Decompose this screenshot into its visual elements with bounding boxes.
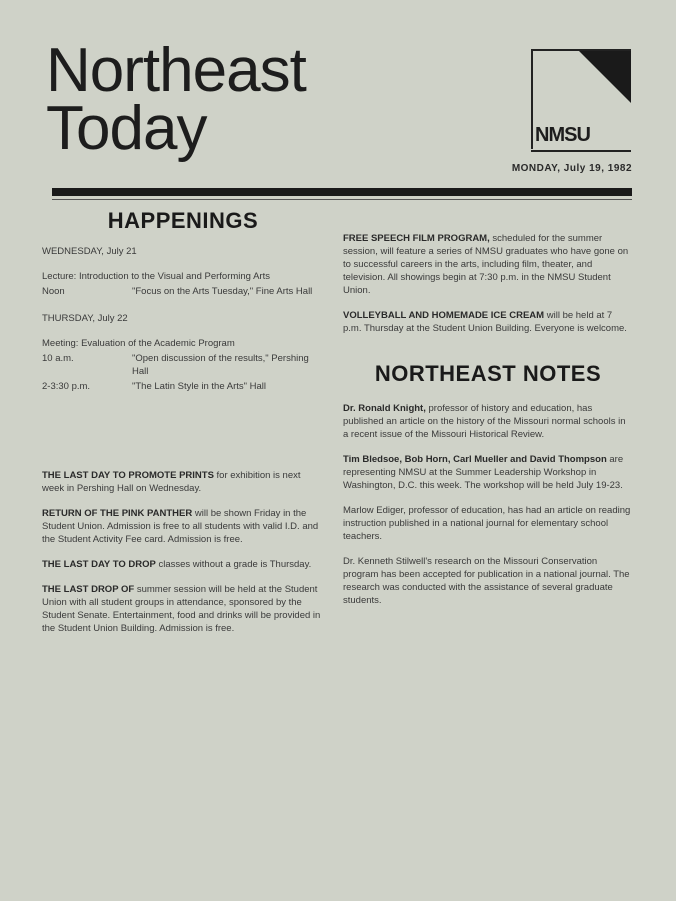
note-item xyxy=(343,504,633,543)
event-desc: "Focus on the Arts Tuesday," Fine Arts Hall xyxy=(132,286,313,297)
announcement-item xyxy=(343,309,633,335)
day-label: WEDNESDAY, July 21 xyxy=(42,246,137,257)
right-column xyxy=(343,232,633,619)
note-item xyxy=(343,555,633,607)
item-lead: VOLLEYBALL AND HOMEMADE ICE CREAM xyxy=(343,310,545,321)
masthead-title xyxy=(46,36,306,163)
item-body: scheduled for the summer session, will feature a series of NMSU graduates who have gone on to successful careers in the arts, including film, theater, and television. All showings begin at 7:30 p.m. in the NMSU Student Union. xyxy=(343,233,629,296)
item-lead: THE LAST DAY TO PROMOTE PRINTS xyxy=(42,470,214,481)
note-item xyxy=(343,402,633,441)
happening-item xyxy=(42,469,324,495)
event-row xyxy=(42,380,324,393)
happenings-column xyxy=(42,208,324,647)
item-lead: Tim Bledsoe, Bob Horn, Carl Mueller and David Thompson xyxy=(343,454,607,465)
masthead-title-line2: Today xyxy=(46,94,207,163)
item-body: are representing NMSU at the Summer Leadership Workshop in Washington, D.C. this week. The workshop will be held July 19-23. xyxy=(343,454,624,491)
item-lead: Dr. Ronald Knight, xyxy=(343,403,426,414)
spacer xyxy=(42,407,324,469)
notes-heading: NORTHEAST NOTES xyxy=(374,361,602,386)
nmsu-logo xyxy=(531,49,631,149)
item-body: summer session will be held at the Student Union with all student groups in attendance, sponsored by the Student Senate. Entertainment, food and drinks will be provided in the Student Union Building. Admission is free. xyxy=(42,584,321,634)
event-time: 2-3:30 p.m. xyxy=(42,381,91,392)
event-row xyxy=(42,352,324,378)
item-body: Marlow Ediger, professor of education, has had an article on reading instruction published in a national journal for elementary school teachers. xyxy=(343,505,631,542)
logo-triangle-icon xyxy=(579,51,631,103)
event-desc: "Open discussion of the results," Pershing Hall xyxy=(132,353,309,377)
happening-item xyxy=(42,583,324,635)
happening-item xyxy=(42,507,324,546)
item-lead: RETURN OF THE PINK PANTHER xyxy=(42,508,193,519)
event-time: 10 a.m. xyxy=(42,353,74,364)
day-intro: Meeting: Evaluation of the Academic Program xyxy=(42,338,235,349)
happening-item xyxy=(42,558,324,571)
masthead-rule xyxy=(52,188,632,196)
item-body: for exhibition is next week in Pershing Hall on Wednesday. xyxy=(42,470,301,494)
item-lead: THE LAST DAY TO DROP xyxy=(42,559,156,570)
day-intro: Lecture: Introduction to the Visual and Performing Arts xyxy=(42,271,270,282)
event-time: Noon xyxy=(42,286,65,297)
item-body: classes without a grade is Thursday. xyxy=(158,559,312,570)
day-block xyxy=(42,312,324,393)
item-body: Dr. Kenneth Stilwell's research on the Missouri Conservation program has been accepted for publication in a national journal. The research was conducted with the assistance of several graduate students. xyxy=(343,556,630,606)
happenings-heading: HAPPENINGS xyxy=(107,208,259,233)
announcement-item xyxy=(343,232,633,297)
masthead-title-line1: Northeast xyxy=(46,36,306,105)
day-block xyxy=(42,245,324,298)
issue-date: MONDAY, July 19, 1982 xyxy=(511,163,632,174)
item-lead: FREE SPEECH FILM PROGRAM, xyxy=(343,233,490,244)
event-desc: "The Latin Style in the Arts" Hall xyxy=(132,381,267,392)
logo-text: NMSU xyxy=(535,124,590,146)
item-lead: THE LAST DROP OF xyxy=(42,584,135,595)
item-body: will be held at 7 p.m. Thursday at the Student Union Building. Everyone is welcome. xyxy=(343,310,627,334)
logo-underline xyxy=(531,150,631,152)
event-row xyxy=(42,285,324,298)
item-body: will be shown Friday in the Student Union. Admission is free to all students with valid I.D. and the Student Activity Fee card. Admission is free. xyxy=(42,508,319,545)
item-body: professor of history and education, has published an article on the history of the Missouri normal schools in a recent issue of the Missouri Historical Review. xyxy=(343,403,626,440)
day-label: THURSDAY, July 22 xyxy=(42,313,128,324)
note-item xyxy=(343,453,633,492)
